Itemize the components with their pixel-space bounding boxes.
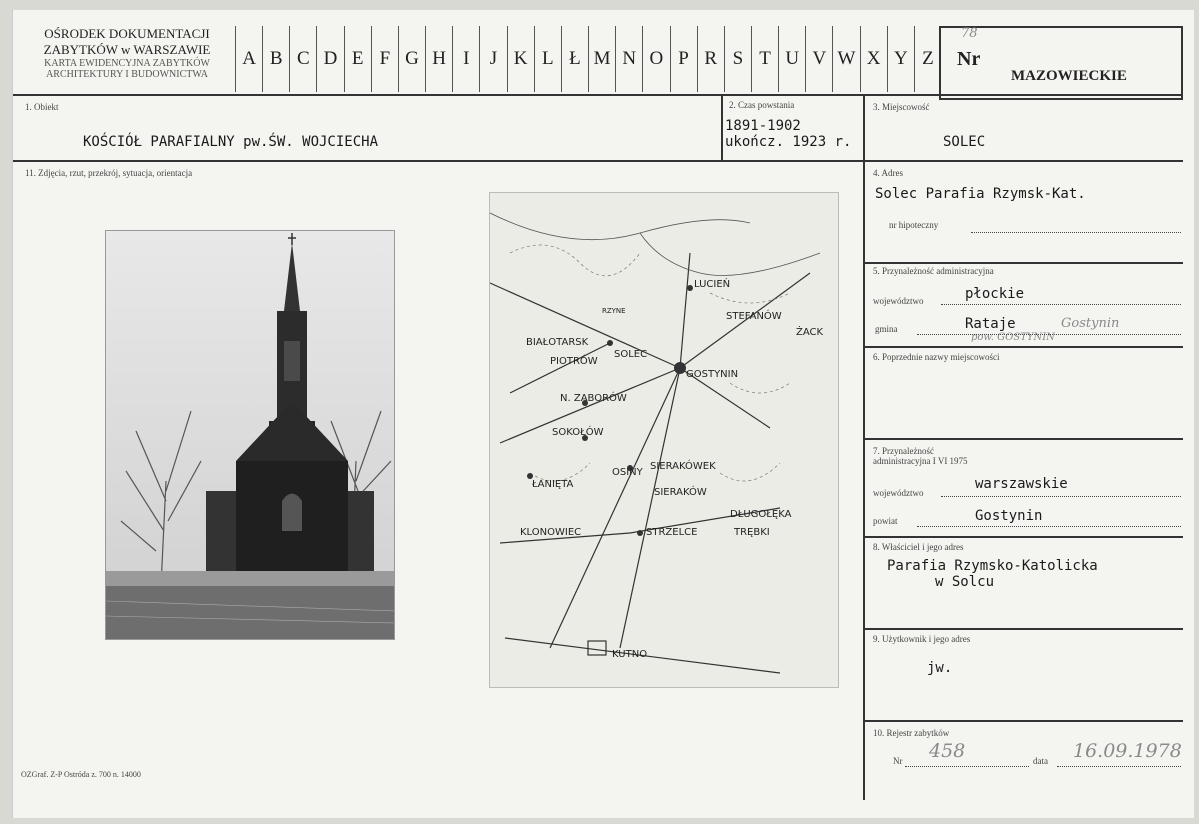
divider xyxy=(863,438,1183,440)
wojewodztwo-label: województwo xyxy=(873,296,924,306)
church-photo xyxy=(105,230,395,640)
index-letter: I xyxy=(452,26,479,92)
divider xyxy=(863,94,865,800)
fill-line xyxy=(917,334,1181,335)
index-letter: J xyxy=(479,26,506,92)
gmina-label: gmina xyxy=(875,324,898,334)
location-map xyxy=(489,192,839,688)
divider xyxy=(863,720,1183,722)
map-label: SOLEC xyxy=(614,349,648,360)
index-letter: G xyxy=(398,26,425,92)
powiat-handwritten: pow. GOSTYNIN xyxy=(971,332,1055,343)
institution-block xyxy=(21,26,233,80)
rejestr-data-label: data xyxy=(1033,756,1048,766)
map-label: KUTNO xyxy=(612,649,648,660)
adres-value: Solec Parafia Rzymsk-Kat. xyxy=(875,186,1086,202)
institution-line3: KARTA EWIDENCYJNA ZABYTKÓW xyxy=(44,58,210,69)
czas-label: 2. Czas powstania xyxy=(729,100,795,110)
index-letter: P xyxy=(670,26,697,92)
obiekt-value: KOŚCIÓŁ PARAFIALNY pw.ŚW. WOJCIECHA xyxy=(83,134,379,150)
map-roads xyxy=(490,193,839,688)
alphabet-index xyxy=(235,26,941,92)
rejestr-data-value: 16.09.1978 xyxy=(1073,740,1182,762)
index-letter: C xyxy=(289,26,316,92)
miejscowosc-value: SOLEC xyxy=(943,134,986,150)
rejestr-nr-label: Nr xyxy=(893,756,903,766)
region-label: MAZOWIECKIE xyxy=(1011,68,1127,84)
czas-value-1: 1891-1902 xyxy=(725,118,801,134)
wojewodztwo-value: płockie xyxy=(965,286,1025,302)
zdjecia-label: 11. Zdjęcia, rzut, przekrój, sytuacja, orientacja xyxy=(25,168,193,178)
fill-line xyxy=(941,496,1181,497)
czas-value-2: ukończ. 1923 r. xyxy=(725,134,852,150)
powiat-value: Gostynin xyxy=(975,508,1043,524)
index-letter: U xyxy=(778,26,805,92)
przynaleznosc-label: 5. Przynależność administracyjna xyxy=(873,266,994,276)
index-letter: D xyxy=(316,26,343,92)
index-letter: W xyxy=(832,26,859,92)
gmina-handwritten: Gostynin xyxy=(1061,316,1120,331)
index-letter: H xyxy=(425,26,452,92)
index-letter: O xyxy=(642,26,669,92)
miejscowosc-label: 3. Miejscowość xyxy=(873,102,930,112)
index-letter: Ł xyxy=(561,26,588,92)
index-letter: R xyxy=(697,26,724,92)
rejestr-label: 10. Rejestr zabytków xyxy=(873,728,950,738)
poprzednie-label: 6. Poprzednie nazwy miejscowości xyxy=(873,352,1000,362)
record-card xyxy=(12,10,1194,818)
przynaleznosc75-label: 7. Przynależność administracyjna I VI 1975 xyxy=(873,446,968,466)
footer-print: OZGraf. Z-P Ostróda z. 700 n. 14000 xyxy=(21,770,141,779)
divider xyxy=(13,94,1183,96)
wlasciciel-value-2: w Solcu xyxy=(935,574,995,590)
uzytkownik-label: 9. Użytkownik i jego adres xyxy=(873,634,971,644)
map-label: STRZELCE xyxy=(646,527,698,538)
map-label: LUCIEŃ xyxy=(694,279,731,290)
index-letter: M xyxy=(588,26,615,92)
nr-handwritten: 78 xyxy=(961,26,978,41)
number-box xyxy=(939,26,1183,100)
index-letter: S xyxy=(724,26,751,92)
map-label: STEFANÓW xyxy=(726,311,782,322)
index-letter: X xyxy=(860,26,887,92)
nr-label: Nr xyxy=(957,48,981,70)
map-label: OSINY xyxy=(612,467,643,478)
wojewodztwo75-value: warszawskie xyxy=(975,476,1068,492)
divider xyxy=(13,160,1183,162)
map-label: GOSTYNIN xyxy=(686,369,739,380)
nr-hipoteczny-label: nr hipoteczny xyxy=(889,220,939,230)
fill-line xyxy=(941,304,1181,305)
wlasciciel-label: 8. Właściciel i jego adres xyxy=(873,542,964,552)
index-letter: V xyxy=(805,26,832,92)
index-letter: N xyxy=(615,26,642,92)
uzytkownik-value: jw. xyxy=(927,660,953,676)
fill-line xyxy=(1057,766,1181,767)
wojewodztwo75-label: województwo xyxy=(873,488,924,498)
index-letter: B xyxy=(262,26,289,92)
map-label: TRĘBKI xyxy=(734,527,770,538)
index-letter: Z xyxy=(914,26,941,92)
fill-line xyxy=(917,526,1181,527)
obiekt-label: 1. Obiekt xyxy=(25,102,59,112)
divider xyxy=(863,536,1183,538)
index-letter: F xyxy=(371,26,398,92)
map-label: BIAŁOTARSK xyxy=(526,337,589,348)
index-letter: K xyxy=(507,26,534,92)
map-label: ŁANIĘTA xyxy=(532,479,574,490)
divider xyxy=(721,94,723,160)
fill-line xyxy=(971,232,1181,233)
map-label: RZYNE xyxy=(602,307,626,315)
church-photo-image xyxy=(106,231,395,640)
index-letter: L xyxy=(534,26,561,92)
powiat-label: powiat xyxy=(873,516,898,526)
divider xyxy=(863,346,1183,348)
map-label: ŻACK xyxy=(796,327,824,338)
map-label: KLONOWIEC xyxy=(520,527,582,538)
wlasciciel-value-1: Parafia Rzymsko-Katolicka xyxy=(887,558,1098,574)
map-label: SOKOŁÓW xyxy=(552,427,604,438)
map-label: DŁUGOŁĘKA xyxy=(730,509,792,520)
map-label: SIERAKÓWEK xyxy=(650,461,716,472)
rejestr-nr-value: 458 xyxy=(929,740,966,762)
gmina-value: Rataje xyxy=(965,316,1016,332)
map-label: N. ZABORÓW xyxy=(560,393,627,404)
fill-line xyxy=(905,766,1029,767)
institution-line1: OŚRODEK DOKUMENTACJI xyxy=(44,26,210,41)
institution-line2: ZABYTKÓW w WARSZAWIE xyxy=(43,42,211,57)
map-label: PIOTRÓW xyxy=(550,356,598,367)
institution-line4: ARCHITEKTURY I BUDOWNICTWA xyxy=(46,69,208,80)
map-label: SIERAKÓW xyxy=(654,487,707,498)
adres-label: 4. Adres xyxy=(873,168,903,178)
divider xyxy=(863,628,1183,630)
index-letter: Y xyxy=(887,26,914,92)
index-letter: E xyxy=(344,26,371,92)
index-letter: A xyxy=(235,26,262,92)
divider xyxy=(863,262,1183,264)
index-letter: T xyxy=(751,26,778,92)
